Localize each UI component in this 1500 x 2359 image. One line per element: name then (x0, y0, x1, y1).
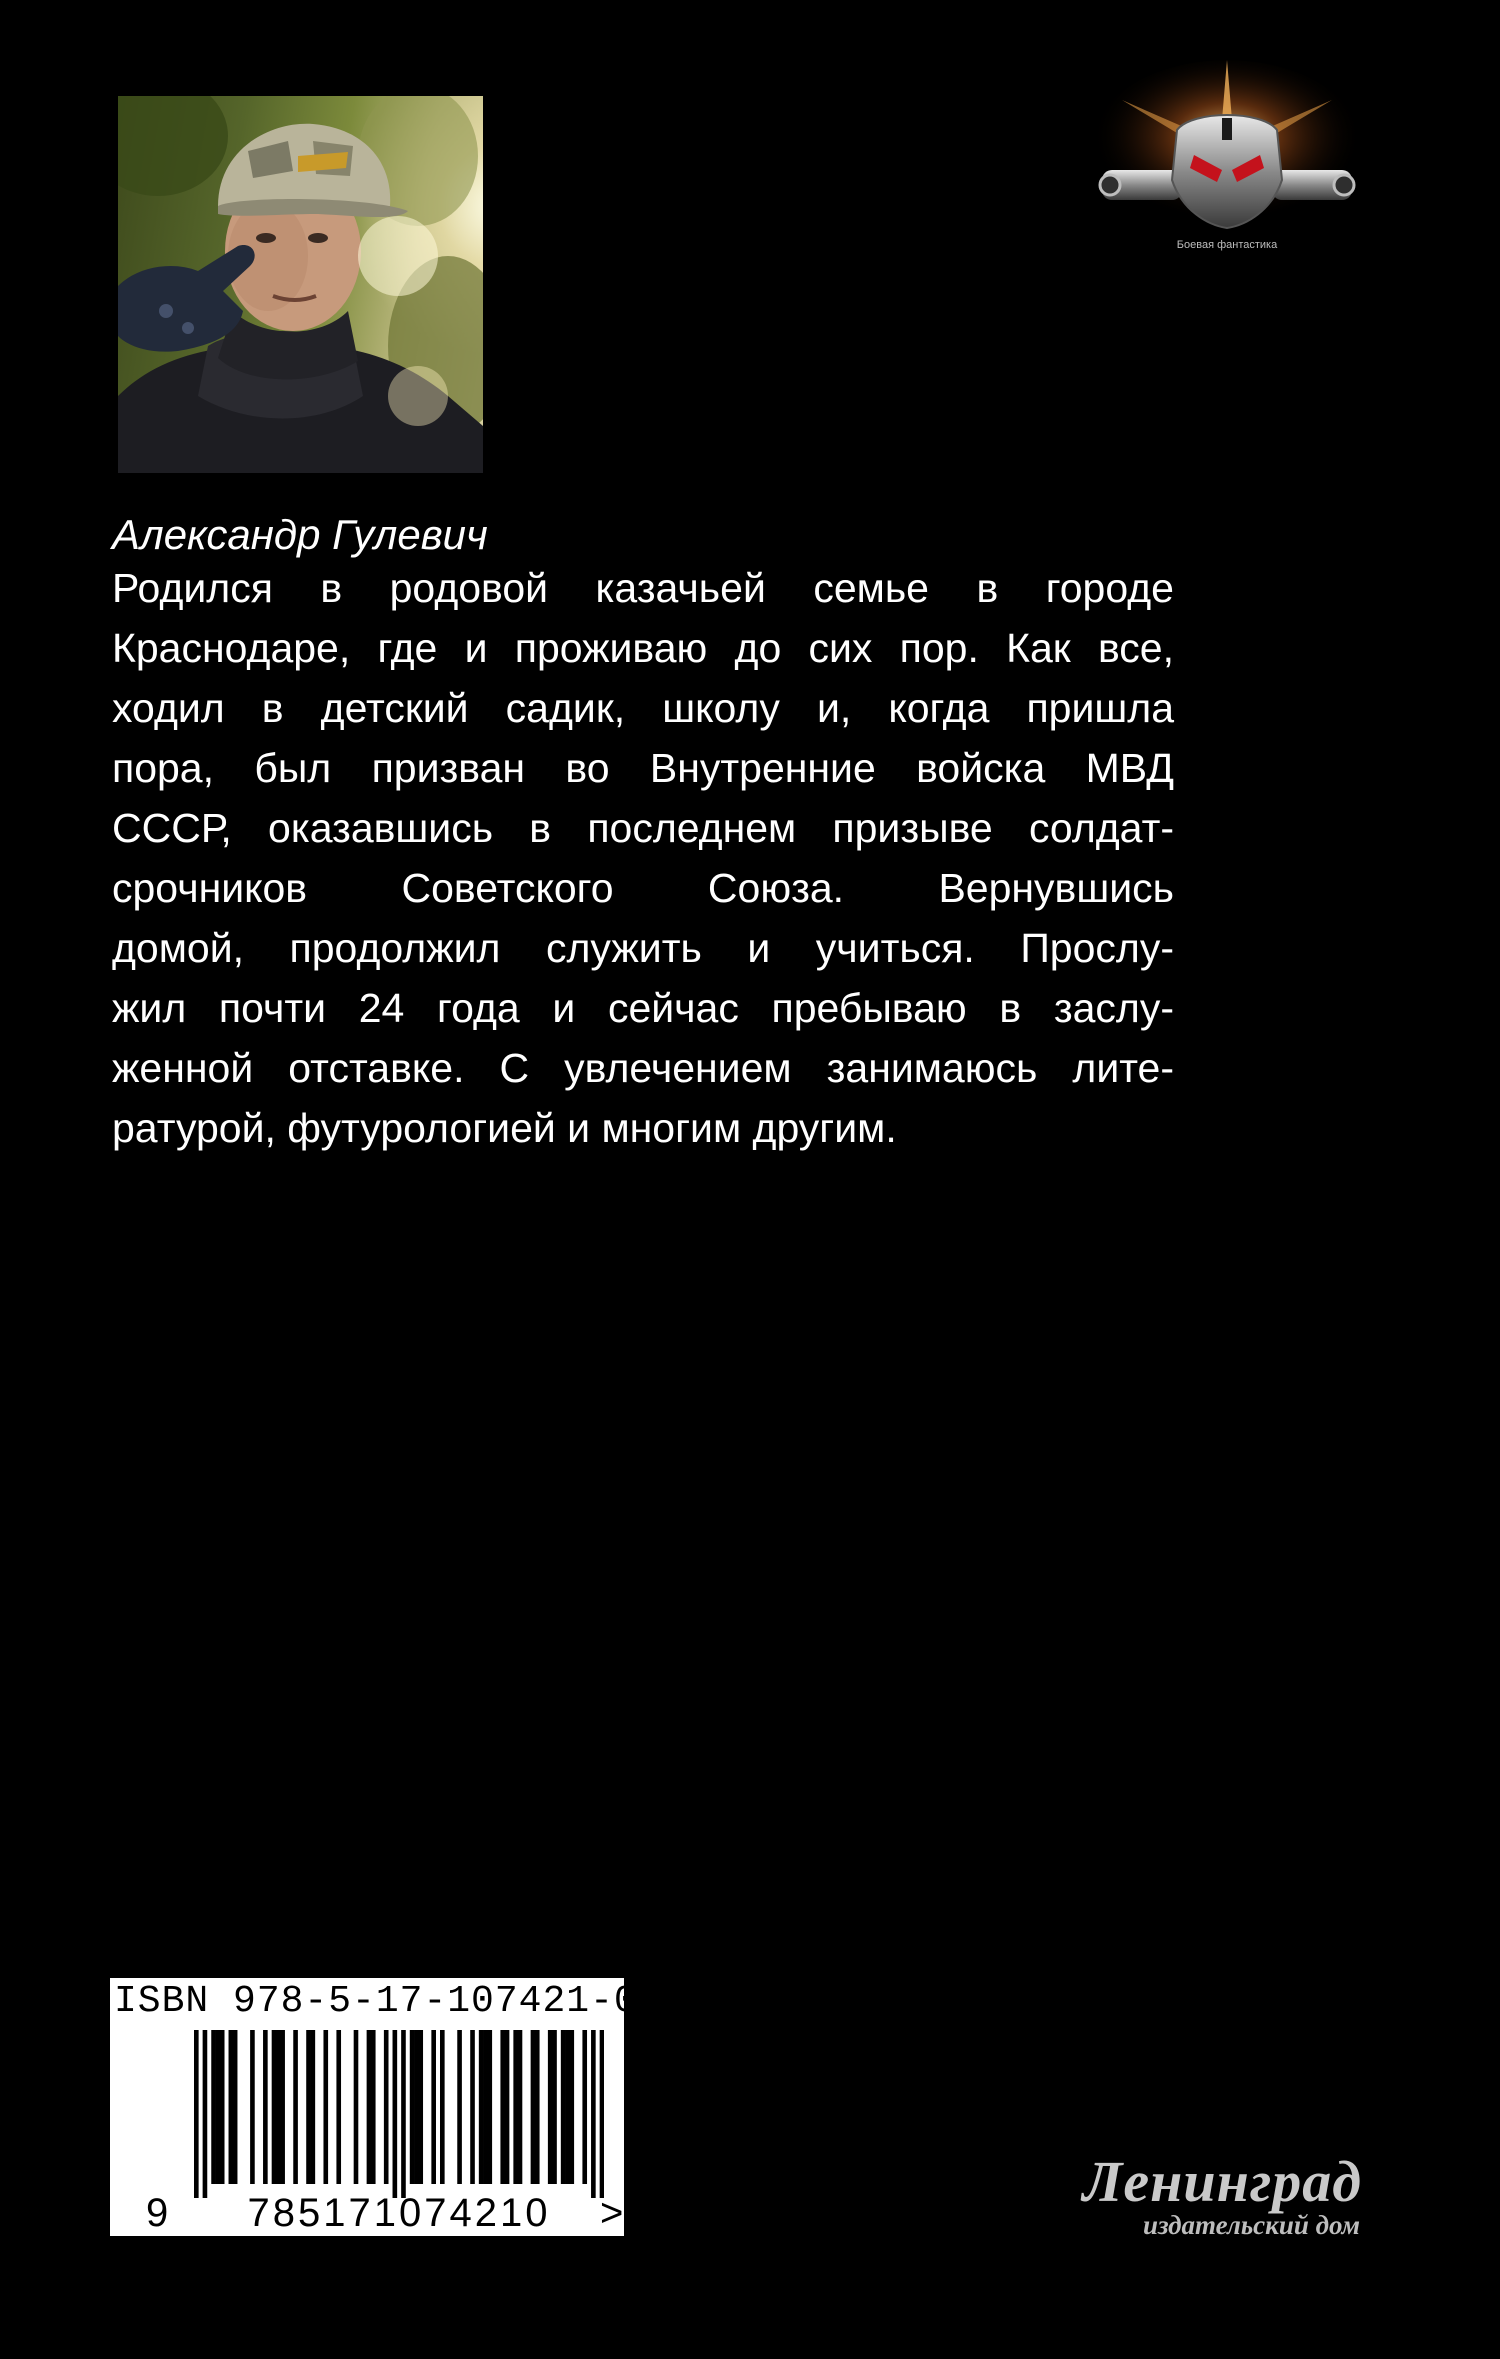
barcode-bar (470, 2030, 475, 2184)
barcode-bar (367, 2030, 372, 2184)
barcode-bar (505, 2030, 510, 2184)
barcode-bar (487, 2030, 492, 2184)
publisher-subtitle: издательский дом (1142, 2210, 1360, 2240)
barcode-bar (384, 2030, 389, 2184)
barcode-bar (293, 2030, 298, 2184)
barcode-bar (216, 2030, 221, 2184)
isbn-barcode (110, 1978, 638, 2236)
bio-line: пора, был призван во Внутренние войска МВД (112, 745, 1174, 791)
barcode-bar (565, 2030, 570, 2184)
barcode-bar (518, 2030, 523, 2184)
bio-line: домой, продолжил служить и учиться. Прослу- (112, 925, 1174, 971)
isbn-number: ISBN 978-5-17-107421-0 (114, 1980, 638, 2023)
barcode-bar (336, 2030, 341, 2184)
publisher-name: Ленинград (1082, 2149, 1362, 2214)
series-caption: Боевая фантастика (1176, 239, 1278, 251)
barcode-bar (220, 2030, 225, 2184)
barcode-main-digits: 785171074210 (247, 2191, 551, 2235)
barcode-bar (306, 2030, 311, 2184)
barcode-bar (457, 2030, 462, 2184)
barcode-first-digit: 9 (146, 2191, 169, 2235)
barcode-bar (280, 2030, 285, 2184)
barcode-bar (561, 2030, 566, 2184)
barcode-bar (194, 2030, 199, 2198)
barcode-bar (393, 2030, 398, 2198)
barcode-bar (418, 2030, 423, 2184)
barcode-bar (479, 2030, 484, 2184)
barcode-bar (229, 2030, 234, 2184)
barcode-bar (548, 2030, 553, 2184)
barcode-bar (414, 2030, 419, 2184)
author-bio (112, 558, 1174, 1158)
barcode-bar (233, 2030, 238, 2184)
barcode-bar (410, 2030, 415, 2184)
barcode-bar (272, 2030, 277, 2184)
barcode-bar (483, 2030, 488, 2184)
barcode-bar (276, 2030, 281, 2184)
author-name: Александр Гулевич (112, 511, 488, 558)
barcode-bar (600, 2030, 604, 2198)
barcode-bar (552, 2030, 557, 2184)
barcode-bar (431, 2030, 436, 2184)
barcode-bar (263, 2030, 268, 2184)
series-logo (1082, 60, 1372, 260)
author-photo (118, 96, 483, 473)
barcode-bar (371, 2030, 376, 2184)
barcode-bar (500, 2030, 505, 2184)
barcode-bar (354, 2030, 359, 2184)
bio-line: Краснодаре, где и проживаю до сих пор. Как все, (112, 625, 1174, 671)
barcode-bar (531, 2030, 536, 2184)
barcode-digits (110, 2190, 624, 2236)
barcode-bar (323, 2030, 328, 2184)
barcode-bar (211, 2030, 216, 2184)
barcode-quiet-zone-mark: > (600, 2191, 624, 2235)
bio-line: жил почти 24 года и сейчас пребываю в заслу- (112, 985, 1174, 1031)
bio-line: ходил в детский садик, школу и, когда пришла (112, 685, 1174, 731)
barcode-bar (582, 2030, 587, 2184)
alien-mask-emblem-icon (1082, 60, 1372, 260)
barcode-bar (203, 2030, 208, 2198)
bio-line: ратурой, футурологией и многим другим. (112, 1105, 897, 1151)
bio-line: женной отставке. С увлечением занимаюсь лите- (112, 1045, 1174, 1091)
barcode-bars (194, 2030, 604, 2198)
barcode-bar (569, 2030, 574, 2184)
bio-line: Родился в родовой казачьей семье в городе (112, 565, 1174, 611)
barcode-bar (591, 2030, 596, 2198)
barcode-bar (250, 2030, 255, 2184)
barcode-bar (513, 2030, 518, 2184)
publisher-logo (990, 2149, 1362, 2245)
barcode-bar (401, 2030, 406, 2198)
barcode-bar (535, 2030, 540, 2184)
bio-line: СССР, оказавшись в последнем призыве солдат- (112, 805, 1174, 851)
barcode-bar (440, 2030, 445, 2184)
barcode-bar (311, 2030, 316, 2184)
bio-line: срочников Советского Союза. Вернувшись (112, 865, 1174, 911)
